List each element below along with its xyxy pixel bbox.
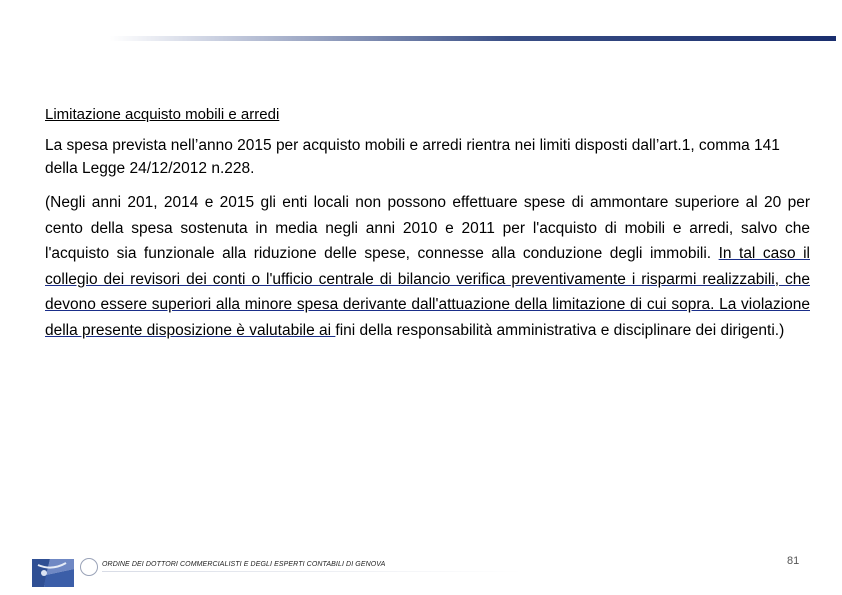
- body-text-underlined: In tal caso il collegio dei revisori dei conti o l'ufficio centrale di bilancio verifica preventivamente i risparmi realizzabili, che devono essere superiori alla minore spesa derivante dall'attuazione della limitazione di cui sopra. La violazione della presente disposizione è valutabile ai: [45, 245, 810, 339]
- page-number: 81: [787, 555, 800, 567]
- footer-organization: ORDINE DEI DOTTORI COMMERCIALISTI E DEGLI ESPERTI CONTABILI DI GENOVA: [102, 561, 386, 568]
- section-heading: Limitazione acquisto mobili e arredi: [45, 106, 280, 123]
- body-paragraph: [45, 190, 810, 343]
- organization-logo-icon: [30, 555, 76, 589]
- seal-icon: [80, 558, 98, 576]
- intro-paragraph: La spesa prevista nell’anno 2015 per acquisto mobili e arredi rientra nei limiti disposti dall’art.1, comma 141 della Legge 24/12/2012 n.228.: [45, 137, 780, 177]
- header-gradient-bar: [110, 36, 836, 41]
- footer-divider: [102, 571, 522, 572]
- body-text-plain: (Negli anni 201, 2014 e 2015 gli enti locali non possono effettuare spese di ammontare superiore al 20 per cento della spesa sostenuta in media negli anni 2010 e 2011 per l'acquisto di mobili e arredi, salvo che l'acquisto sia funzionale alla riduzione delle spese, connesse alla conduzione degli immobili.: [45, 194, 810, 262]
- body-text-closing: fini della responsabilità amministrativa e disciplinare dei dirigenti.): [335, 321, 785, 339]
